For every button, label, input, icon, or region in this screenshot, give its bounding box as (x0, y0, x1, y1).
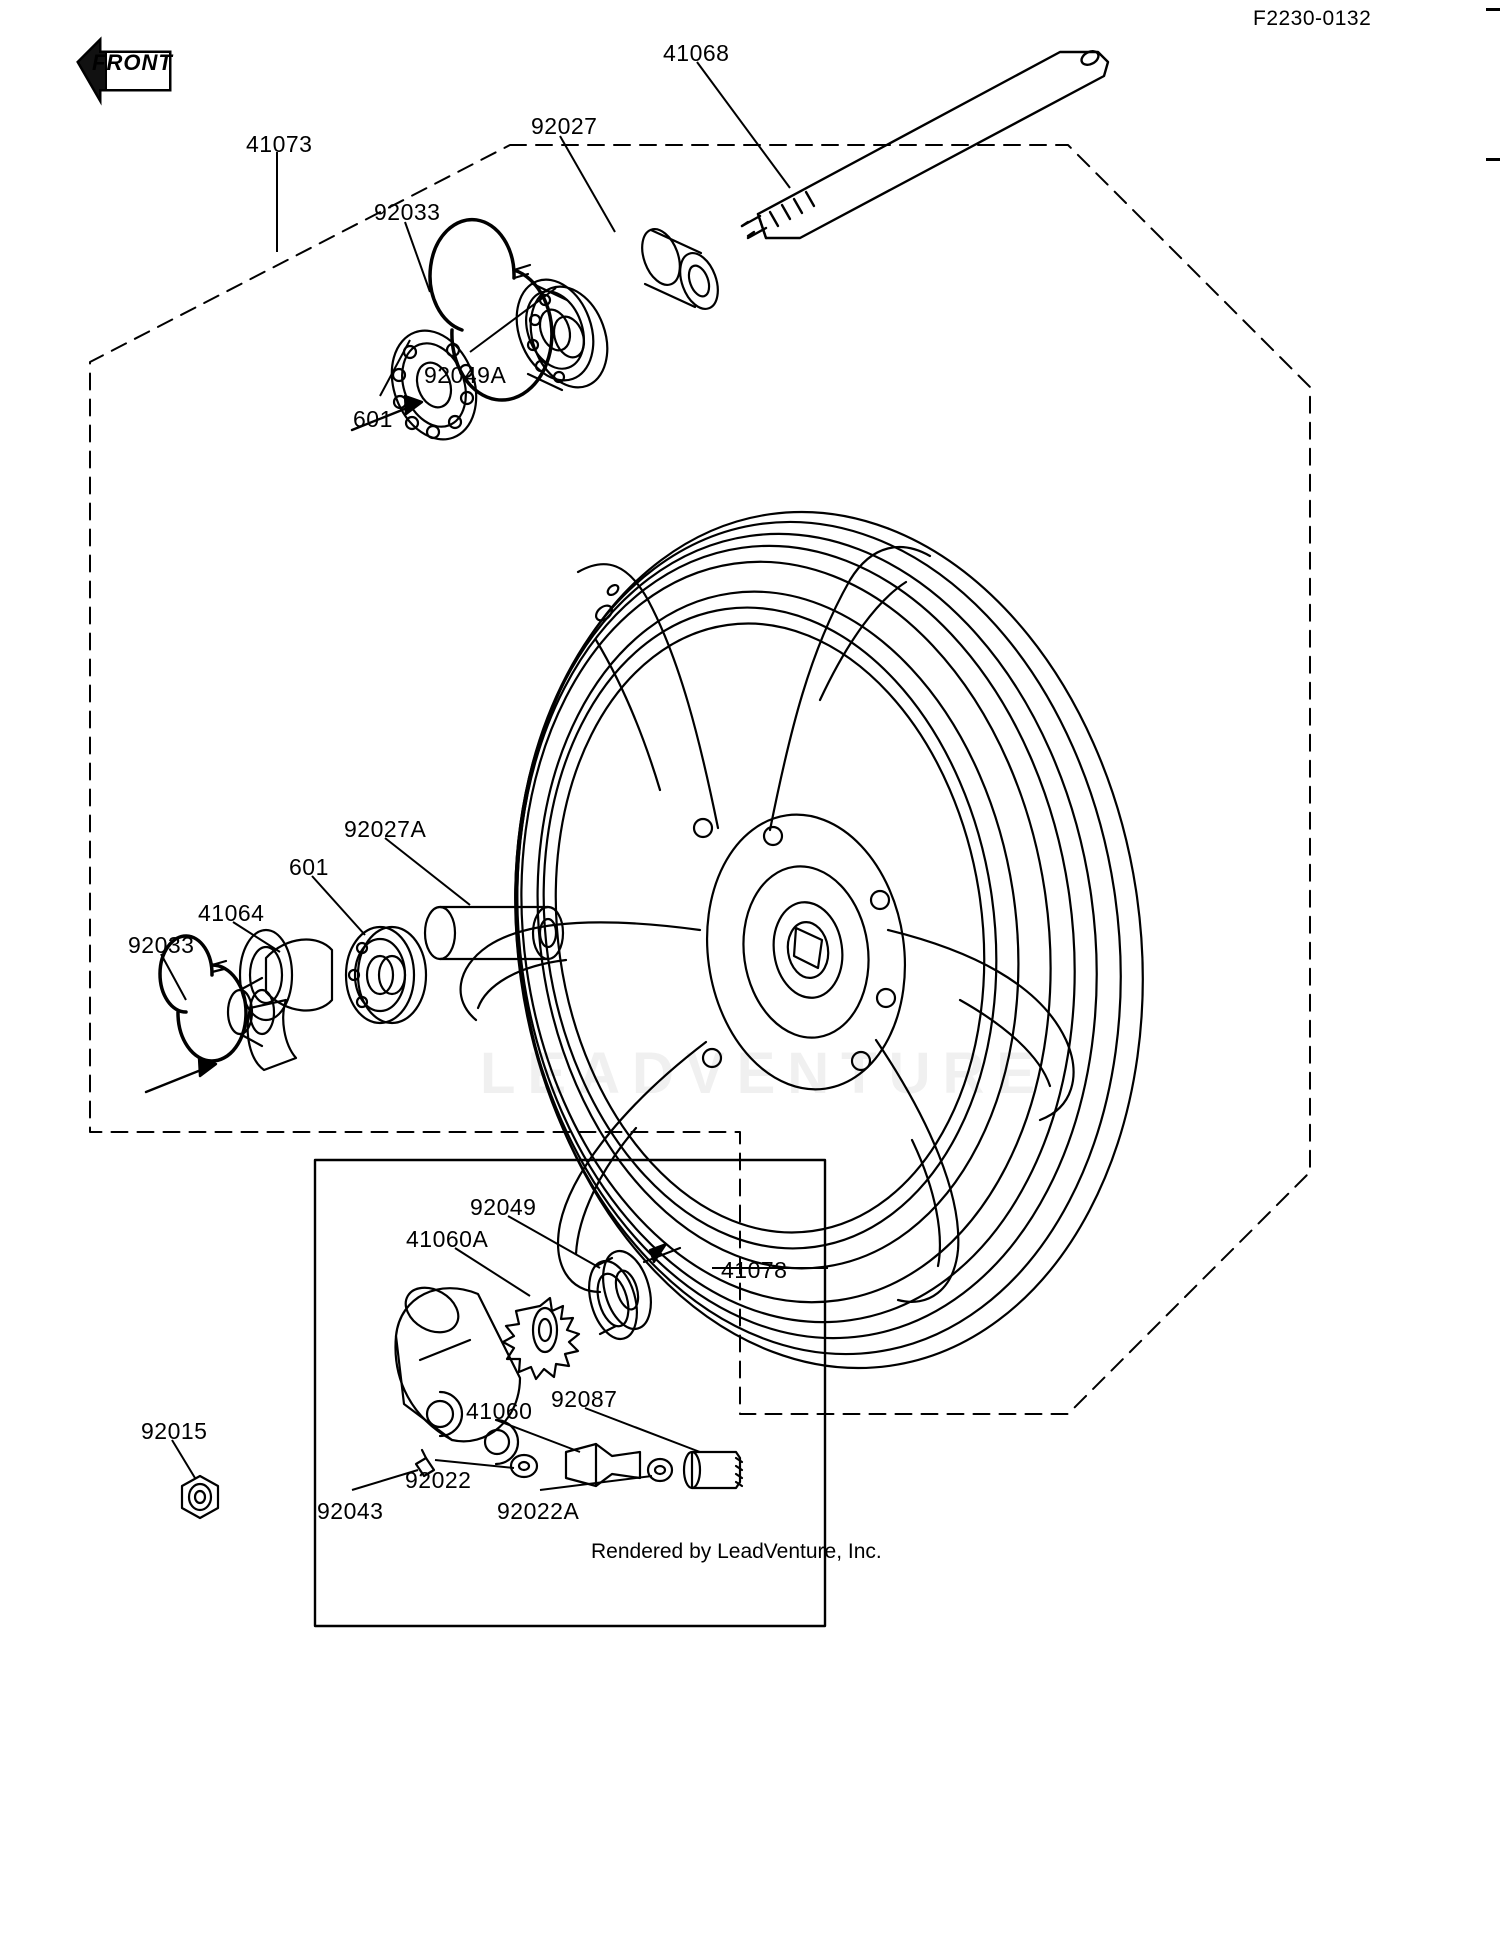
callout-92049: 92049 (470, 1194, 537, 1220)
callout-41078: 41078 (721, 1257, 788, 1283)
callout-92027: 92027 (531, 113, 598, 139)
callout-92022a: 92022A (497, 1498, 580, 1524)
callout-92015: 92015 (141, 1418, 208, 1444)
front-badge-label: FRONT (92, 50, 173, 75)
watermark: LEADVENTURE (480, 1041, 1048, 1106)
document-code: F2230-0132 (1253, 7, 1372, 30)
callout-41064: 41064 (198, 900, 265, 926)
footer-attribution: Rendered by LeadVenture, Inc. (591, 1540, 882, 1563)
callout-601-top: 601 (353, 406, 393, 432)
callout-92033-lower: 92033 (128, 932, 195, 958)
callout-92049a: 92049A (424, 362, 507, 388)
callout-92027a: 92027A (344, 816, 427, 842)
callout-41060: 41060 (466, 1398, 533, 1424)
callout-41060a: 41060A (406, 1226, 489, 1252)
callout-601-lower: 601 (289, 854, 329, 880)
callout-92022: 92022 (405, 1467, 472, 1493)
callout-92033-top: 92033 (374, 199, 441, 225)
callout-41068: 41068 (663, 40, 730, 66)
callout-92043: 92043 (317, 1498, 384, 1524)
callout-92087: 92087 (551, 1386, 618, 1412)
callout-41073: 41073 (246, 131, 313, 157)
